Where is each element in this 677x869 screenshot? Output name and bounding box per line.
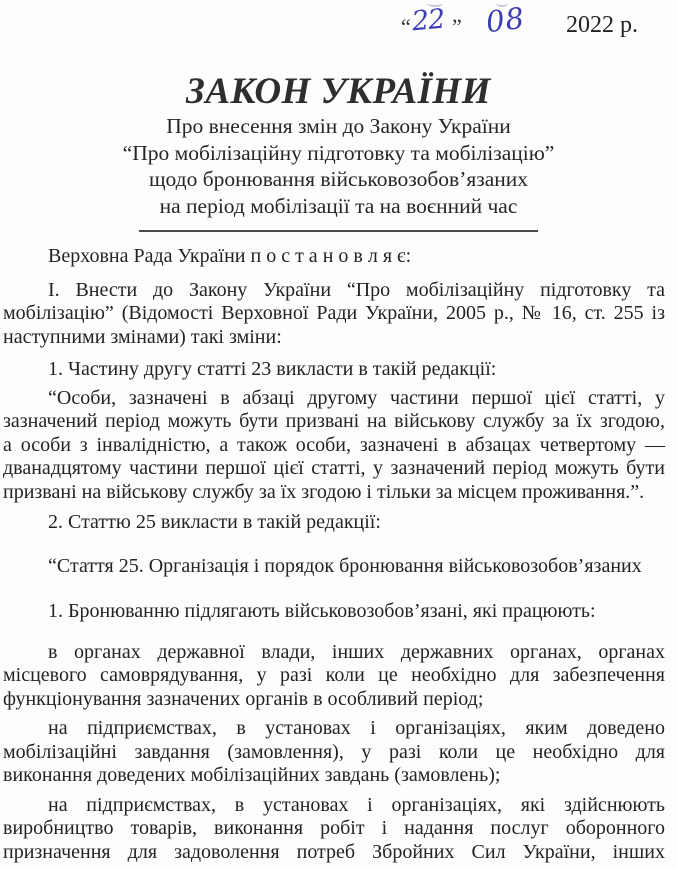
law-subtitle <box>0 113 677 219</box>
handwritten-month: 08 <box>484 0 527 40</box>
date-quote-open: “ <box>401 14 411 39</box>
subtitle-line: “Про мобілізаційну підготовку та мобілізацію” <box>122 140 555 165</box>
text-line: функціонування зазначених органів в особливий період; <box>3 687 484 710</box>
text-line: місцевого самоврядування, у разі коли це необхідно для забезпечення <box>3 664 665 686</box>
text-line: “Особи, зазначені в абзаці другому частини першої цієї статті, у <box>48 386 665 409</box>
text-line: мобілізацію” (Відомості Верховної Ради України, 2005 р., № 16, ст. 255 із <box>3 302 665 324</box>
text-line: мобілізаційні завдання (замовлення), у разі коли це необхідно для <box>3 740 665 763</box>
text-line: зазначений період можуть бути призвані на військову службу за їх згодою, <box>3 410 665 432</box>
subtitle-line: Про внесення змін до Закону України <box>166 114 511 138</box>
text-line: дванадцятому частини першої цієї статті, у зазначений період можуть бути <box>3 457 665 479</box>
text-line: призначення для задоволення потреб Збройних Сил України, інших <box>3 840 665 863</box>
text-line: 2. Статтю 25 викласти в такій редакції: <box>48 511 381 533</box>
text-line: в органах державної влади, інших державних органах, органах <box>48 640 665 663</box>
date-quote-close: ” <box>452 14 462 39</box>
subtitle-line: щодо бронювання військовозобов’язаних <box>148 167 529 191</box>
text-line: виробництво товарів, виконання робіт і надання послуг оборонного <box>3 817 665 839</box>
text-line: на підприємствах, в установах і організаціях, які здійснюють <box>48 793 665 816</box>
text-line: І. Внести до Закону України “Про мобілізаційну підготовку та <box>48 278 665 301</box>
text-line: наступними змінами) такі зміни: <box>3 325 282 348</box>
subtitle-line: на період мобілізації та на воєнний час <box>159 193 518 218</box>
handwritten-day: 22 <box>410 3 446 38</box>
text-line: призвані на військову службу за їх згодою і тільки за місцем проживання.”. <box>3 480 645 503</box>
text-line: 1. Частину другу статті 23 викласти в такій редакції: <box>48 358 497 380</box>
law-body <box>3 245 665 864</box>
text-line: 1. Бронюванню підлягають військовозобов’язані, які працюють: <box>48 600 596 622</box>
text-line: а особи з інвалідністю, а також особи, зазначені в абзацах четвертому — <box>3 433 665 456</box>
divider-line <box>139 230 538 232</box>
text-line: виконання доведених мобілізаційних завдань (замовлень); <box>3 764 501 786</box>
law-title: ЗАКОН УКРАЇНИ <box>186 71 491 112</box>
printed-year: 2022 р. <box>566 12 638 38</box>
text-line: “Стаття 25. Організація і порядок бронювання військовозобов’язаних <box>48 554 642 577</box>
text-line: Верховна Рада України п о с т а н о в л я є: <box>48 245 412 267</box>
text-line: на підприємствах, в установах і організаціях, яким доведено <box>48 717 665 739</box>
